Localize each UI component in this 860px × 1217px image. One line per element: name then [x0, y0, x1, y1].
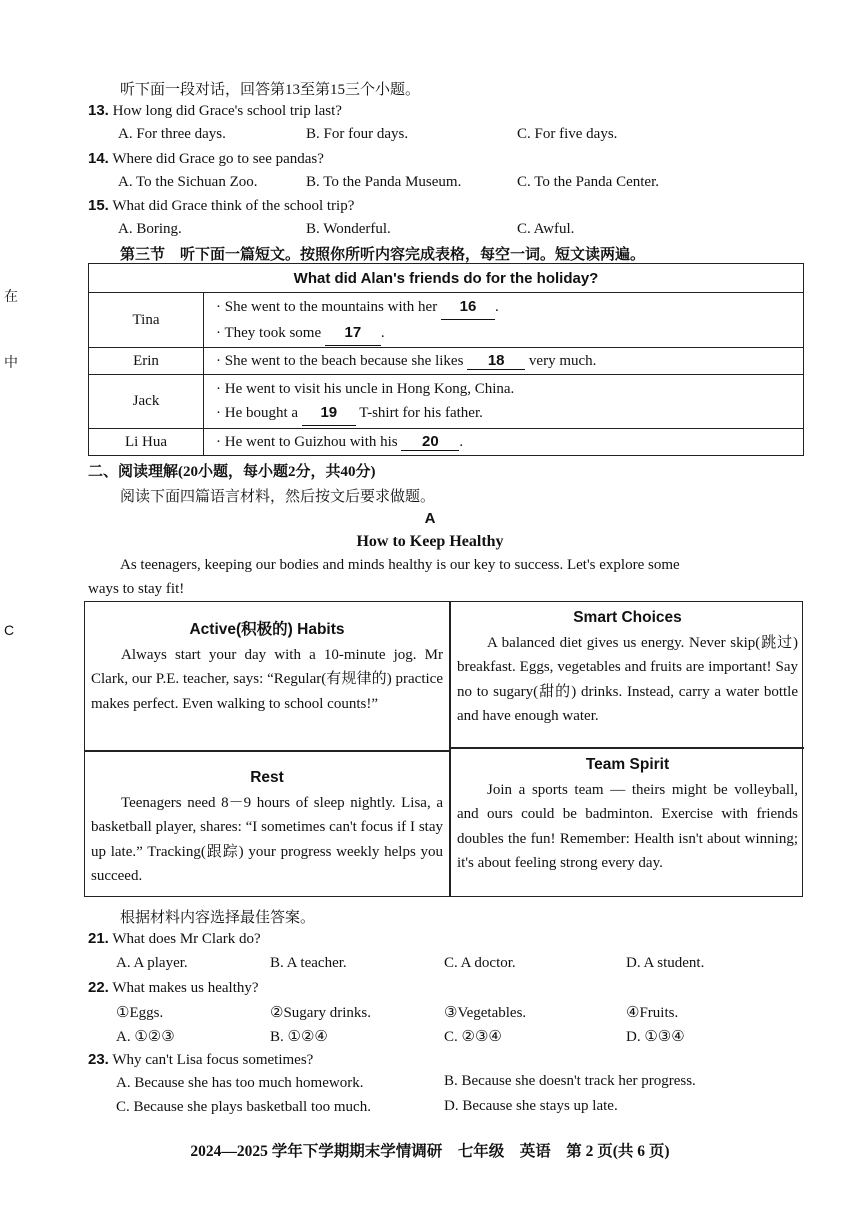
friend-name: Jack — [89, 375, 204, 429]
option-b: B. Because she doesn't track her progress. — [444, 1073, 696, 1089]
friend-activity — [204, 348, 804, 375]
blank-19[interactable]: 19 — [302, 401, 356, 426]
question-number: 21. — [88, 930, 109, 947]
choose-intro: 根据材料内容选择最佳答案。 — [120, 910, 316, 926]
margin-char: C — [4, 622, 15, 638]
listening-intro: 听下面一段对话，回答第13至第15三个小题。 — [120, 82, 421, 98]
box-rest — [85, 762, 449, 889]
table-title: What did Alan's friends do for the holiday? — [89, 264, 804, 293]
table-row — [89, 293, 804, 348]
question-number: 23. — [88, 1051, 109, 1068]
question-number: 14. — [88, 150, 109, 167]
friend-activity: · She went to the mountains with her 16 . · They took some 17 . — [204, 293, 804, 348]
friend-activity — [204, 375, 804, 429]
part-2-intro: 阅读下面四篇语言材料，然后按文后要求做题。 — [120, 489, 436, 505]
option-a: A. To the Sichuan Zoo. — [118, 174, 258, 190]
box-title: Active(积极的) Habits — [189, 621, 345, 638]
box-text: Join a sports team — theirs might be volleyball, and ours could be badminton. Exercise with friends doubles the fun! Remember: Health isn't about winning; it's about feeling strong every day. — [457, 781, 798, 871]
passage-title: How to Keep Healthy — [356, 533, 504, 550]
margin-char: 中 — [4, 356, 18, 371]
blank-16[interactable]: 16 — [441, 294, 495, 320]
question-21 — [88, 930, 261, 948]
friend-name: Erin — [89, 348, 204, 375]
box-text: Always start your day with a 10-minute jog. Mr Clark, our P.E. teacher, says: “Regular(有规律的) practice makes perfect. Even walking to school counts!” — [91, 646, 443, 712]
option-a: A. ①②③ — [116, 1029, 175, 1045]
option-c: C. For five days. — [517, 126, 618, 142]
box-text: Teenagers need 8－9 hours of sleep nightly. Lisa, a basketball player, shares: “I sometimes can't focus if I stay up late.” Tracking(跟踪) your progress weekly helps you succeed. — [91, 794, 443, 884]
question-text: What makes us healthy? — [112, 980, 259, 996]
table-row — [89, 429, 804, 456]
divider — [85, 750, 449, 752]
blank-18[interactable]: 18 — [467, 352, 525, 370]
option-b: B. A teacher. — [270, 955, 347, 971]
question-number: 13. — [88, 102, 109, 119]
option-a: A. A player. — [116, 955, 188, 971]
option-c: C. A doctor. — [444, 955, 516, 971]
option-d: D. ①③④ — [626, 1029, 685, 1045]
question-text: What did Grace think of the school trip? — [112, 198, 355, 214]
box-smart-choices — [451, 602, 804, 729]
row-text: · He went to visit his uncle in Hong Kong, China. — [216, 381, 515, 397]
passage-intro: ways to stay fit! — [88, 581, 185, 597]
holiday-table — [88, 263, 804, 456]
question-13 — [88, 102, 342, 120]
option-a: A. For three days. — [118, 126, 226, 142]
option-c: C. ②③④ — [444, 1029, 502, 1045]
option-a: A. Boring. — [118, 221, 182, 237]
box-text: A balanced diet gives us energy. Never skip(跳过) breakfast. Eggs, vegetables and fruits are important! Say no to sugary(甜的) drinks. Instead, carry a water bottle and have enough water. — [457, 634, 798, 724]
question-14 — [88, 150, 324, 168]
item-2: ②Sugary drinks. — [270, 1005, 371, 1021]
question-23 — [88, 1051, 313, 1069]
option-b: B. ①②④ — [270, 1029, 328, 1045]
question-text: How long did Grace's school trip last? — [112, 103, 342, 119]
row-text: very much. — [528, 353, 597, 369]
question-text: Why can't Lisa focus sometimes? — [112, 1052, 314, 1068]
passage-letter: A — [424, 510, 436, 527]
table-row — [89, 375, 804, 429]
row-text: · He went to Guizhou with his — [216, 434, 398, 450]
reading-grid — [84, 601, 803, 897]
question-number: 15. — [88, 197, 109, 214]
friend-name: Li Hua — [89, 429, 204, 456]
item-4: ④Fruits. — [626, 1005, 679, 1021]
box-active-habits — [85, 614, 449, 716]
row-text: · They took some — [216, 325, 322, 341]
question-number: 22. — [88, 979, 109, 996]
part-2-title: 二、阅读理解(20小题，每小题2分，共40分) — [88, 464, 376, 480]
margin-char: 在 — [4, 290, 18, 305]
box-team-spirit — [451, 749, 804, 876]
row-text: · She went to the mountains with her — [216, 299, 438, 315]
friend-activity: · He went to Guizhou with his 20 . — [204, 429, 804, 456]
option-d: D. A student. — [626, 955, 705, 971]
option-c: C. Because she plays basketball too much. — [116, 1099, 371, 1115]
friend-name: Tina — [89, 293, 204, 348]
section-3-title: 第三节 听下面一篇短文。按照你所听内容完成表格，每空一词。短文读两遍。 — [120, 247, 646, 263]
option-b: B. For four days. — [306, 126, 409, 142]
option-c: C. To the Panda Center. — [517, 174, 659, 190]
option-a: A. Because she has too much homework. — [116, 1075, 364, 1091]
option-d: D. Because she stays up late. — [444, 1098, 618, 1114]
page-footer: 2024—2025 学年下学期期末学情调研 七年级 英语 第 2 页(共 6 页) — [190, 1143, 670, 1160]
question-text: Where did Grace go to see pandas? — [112, 151, 324, 167]
blank-20[interactable]: 20 — [401, 433, 459, 451]
box-title: Rest — [250, 769, 284, 786]
passage-intro: As teenagers, keeping our bodies and minds healthy is our key to success. Let's explore some — [120, 557, 680, 573]
question-text: What does Mr Clark do? — [112, 931, 261, 947]
box-title: Team Spirit — [585, 756, 670, 773]
option-c: C. Awful. — [517, 221, 575, 237]
blank-17[interactable]: 17 — [325, 320, 381, 346]
table-row — [89, 348, 804, 375]
question-15 — [88, 197, 354, 215]
option-b: B. Wonderful. — [306, 221, 391, 237]
row-text: · He bought a — [216, 405, 299, 421]
option-b: B. To the Panda Museum. — [306, 174, 462, 190]
item-3: ③Vegetables. — [444, 1005, 527, 1021]
question-22 — [88, 979, 259, 997]
row-text: T-shirt for his father. — [359, 405, 483, 421]
box-title: Smart Choices — [573, 609, 682, 626]
row-text: · She went to the beach because she likes — [216, 353, 464, 369]
item-1: ①Eggs. — [116, 1005, 164, 1021]
